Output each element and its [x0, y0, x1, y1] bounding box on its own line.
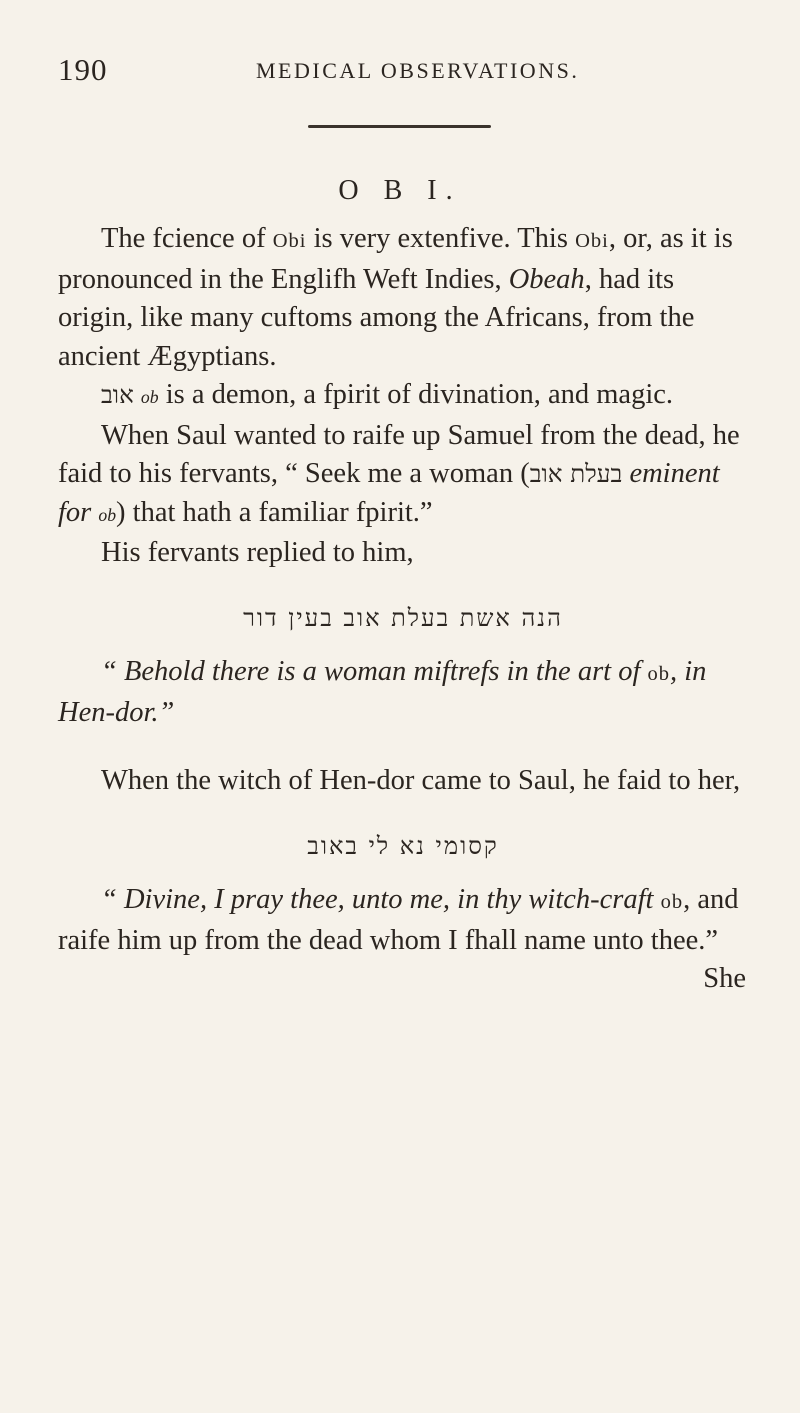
paragraph-1: [58, 220, 748, 376]
p2-text: is a demon, a fpirit of divination, and magic.: [158, 379, 674, 410]
p2-ob: ob: [140, 387, 159, 407]
p3-eminent: eminent for: [58, 458, 720, 528]
paragraph-7: [58, 881, 748, 960]
p7-ob: ob: [660, 891, 684, 913]
paragraph-2: [58, 376, 748, 417]
paragraph-3: [58, 417, 748, 535]
p7-text-b: , and raife him up from the dead whom I fhall name unto thee.”: [58, 884, 739, 956]
p1-obi: Obi: [272, 230, 307, 252]
spacer: [58, 732, 748, 762]
page-header: [58, 52, 738, 92]
paragraph-4: His fervants replied to him,: [101, 537, 414, 568]
p3-hebrew: בעלת אוב: [529, 459, 623, 488]
p1-obeah: Obeah: [508, 263, 585, 295]
hebrew-quote-2: קסומי נא לי באוב: [307, 831, 499, 860]
p3-text-a: When Saul wanted to raife up Samuel from the dead, he faid to his fervants, “ Seek me a woman (: [58, 419, 740, 489]
paragraph-5: [58, 653, 748, 732]
p2-hebrew: אוב: [101, 380, 134, 409]
paragraph-6: When the witch of Hen-dor came to Saul, he faid to her,: [101, 765, 741, 796]
ornamental-rule: [308, 125, 491, 128]
p1-text-d: , had its origin, like many cuftoms among the Africans, from the ancient Ægyptians.: [58, 263, 695, 372]
p5-ob: ob: [647, 663, 671, 685]
p3-ob: ob: [98, 504, 117, 525]
catchword: She: [703, 963, 746, 994]
p3-text-b: ) that hath a familiar fpirit.”: [116, 496, 433, 528]
section-title: O B I.: [338, 175, 462, 206]
running-head: MEDICAL OBSERVATIONS.: [256, 58, 580, 83]
body-text: [58, 220, 748, 999]
page-number: 190: [58, 52, 108, 87]
p5-text-b: , in Hen-dor.”: [58, 656, 707, 728]
hebrew-quote-1: הנה אשת בעלת אוב בעין דור: [243, 603, 563, 632]
p1-text-a: The fcience of: [101, 223, 273, 254]
p7-text-a: “ Divine, I pray thee, unto me, in thy witch-craft: [101, 884, 661, 915]
p1-text-b: is very extenfive. This: [306, 223, 576, 254]
p1-text-c: , or, as it is pronounced in the Englifh Weft Indies,: [58, 223, 733, 295]
p1-obi-2: Obi: [575, 230, 609, 252]
p5-text-a: “ Behold there is a woman miftrefs in the art of: [101, 656, 648, 687]
